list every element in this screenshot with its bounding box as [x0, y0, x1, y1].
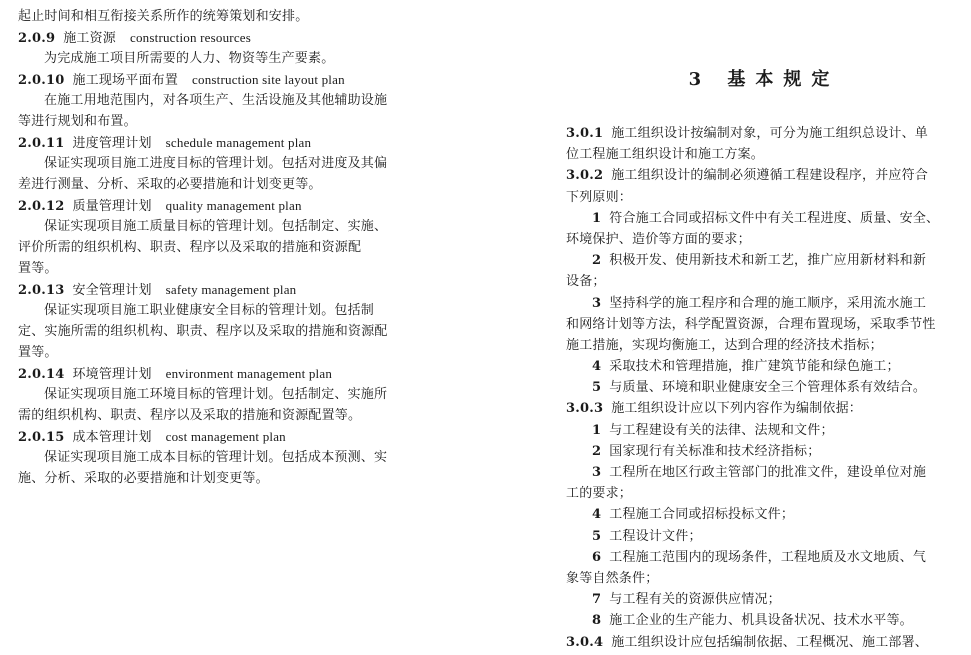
- term-number: 2.0.12: [18, 199, 65, 214]
- item-number: 5: [592, 528, 602, 544]
- text-line: 保证实现项目施工成本目标的管理计划。包括成本预测、实: [44, 450, 388, 465]
- item-number: 2: [592, 443, 602, 459]
- item-number: 1: [592, 422, 602, 438]
- item-text: 施工企业的生产能力、机具设备状况、技术水平等。: [609, 613, 913, 629]
- text-line: 为完成施工项目所需要的人力、物资等生产要素。: [44, 51, 335, 66]
- term-chinese: 施工现场平面布置: [72, 73, 179, 88]
- text-line: 和网络计划等方法，科学配置资源，合理布置现场，采取季节性: [566, 316, 936, 332]
- term-number: 2.0.10: [18, 73, 65, 88]
- text-line: 保证实现项目施工职业健康安全目标的管理计划。包括制: [44, 303, 375, 318]
- text-line: 设备；: [566, 274, 606, 290]
- text-line: 位工程施工组织设计和施工方案。: [566, 147, 765, 163]
- term-chinese: 环境管理计划: [72, 367, 152, 382]
- list-item: [566, 504, 962, 525]
- term-english: construction resources: [130, 30, 252, 45]
- item-text: 工程施工范围内的现场条件，工程地质及水文地质、气: [609, 549, 927, 565]
- term-number: 2.0.9: [18, 31, 56, 46]
- list-item: [566, 441, 962, 462]
- clause-heading: [566, 398, 962, 419]
- text-line: 置等。: [18, 345, 58, 360]
- term-number: 2.0.13: [18, 283, 65, 298]
- list-item: [566, 589, 962, 610]
- text-line: 在施工用地范围内，对各项生产、生活设施及其他辅助设施: [44, 93, 388, 108]
- clause-heading: [566, 123, 962, 144]
- list-item: [566, 356, 962, 377]
- clause-heading: [566, 165, 962, 186]
- item-number: 2: [592, 253, 602, 269]
- term-english: safety management plan: [165, 282, 297, 297]
- item-number: 4: [592, 359, 602, 375]
- clause-text: 施工组织设计应包括编制依据、工程概况、施工部署、: [611, 634, 929, 650]
- item-text: 符合施工合同或招标文件中有关工程进度、质量、安全、: [609, 210, 940, 226]
- term-heading: [18, 426, 418, 447]
- item-number: 1: [592, 210, 602, 226]
- list-item: [566, 462, 962, 483]
- text-line: 环境保护、造价等方面的要求；: [566, 231, 751, 247]
- term-chinese: 质量管理计划: [72, 199, 152, 214]
- text-line: 置等。: [18, 261, 58, 276]
- text-line: 施工措施，实现均衡施工，达到合理的经济技术指标；: [566, 337, 883, 353]
- item-number: 5: [592, 380, 602, 396]
- term-english: cost management plan: [165, 429, 286, 444]
- clause-text: 施工组织设计应以下列内容作为编制依据：: [611, 401, 863, 417]
- term-number: 2.0.14: [18, 367, 65, 382]
- item-number: 7: [592, 592, 602, 608]
- list-item: [566, 377, 962, 398]
- text-line: 差进行测量、分析、采取的必要措施和计划变更等。: [18, 177, 322, 192]
- item-number: 6: [592, 549, 602, 565]
- text-line: 评价所需的组织机构、职责、程序以及采取的措施和资源配: [18, 240, 362, 255]
- clause-heading: [566, 632, 962, 653]
- item-number: 3: [592, 295, 602, 311]
- clause-number: 3.0.4: [566, 634, 604, 650]
- term-english: quality management plan: [165, 198, 302, 213]
- item-text: 与工程建设有关的法律、法规和文件；: [609, 422, 834, 438]
- text-line: 保证实现项目施工进度目标的管理计划。包括对进度及其偏: [44, 156, 388, 171]
- text-line: 工的要求；: [566, 486, 633, 502]
- item-text: 坚持科学的施工程序和合理的施工顺序，采用流水施工: [609, 295, 927, 311]
- text-line: 象等自然条件；: [566, 570, 659, 586]
- list-item: [566, 526, 962, 547]
- term-heading: [18, 363, 418, 384]
- item-text: 与质量、环境和职业健康安全三个管理体系有效结合。: [609, 380, 927, 396]
- text-line: 定、实施所需的组织机构、职责、程序以及采取的措施和资源配: [18, 324, 388, 339]
- list-item: [566, 208, 962, 229]
- clause-number: 3.0.2: [566, 168, 604, 184]
- item-text: 与工程有关的资源供应情况；: [609, 592, 781, 608]
- item-text: 采取技术和管理措施，推广建筑节能和绿色施工；: [609, 359, 900, 375]
- term-chinese: 成本管理计划: [72, 430, 152, 445]
- term-english: environment management plan: [165, 366, 333, 381]
- term-chinese: 安全管理计划: [72, 283, 152, 298]
- clause-text: 施工组织设计按编制对象，可分为施工组织总设计、单: [611, 126, 929, 141]
- text-line: 保证实现项目施工环境目标的管理计划。包括制定、实施所: [44, 387, 388, 402]
- list-item: [566, 293, 962, 314]
- item-text: 积极开发、使用新技术和新工艺，推广应用新材料和新: [609, 253, 927, 269]
- item-text: 工程所在地区行政主管部门的批准文件，建设单位对施: [609, 465, 927, 480]
- clause-number: 3.0.3: [566, 401, 604, 417]
- list-item: [566, 420, 962, 441]
- term-heading: [18, 195, 418, 216]
- term-chinese: 进度管理计划: [72, 136, 152, 151]
- term-heading: [18, 279, 418, 300]
- term-heading: [18, 27, 418, 48]
- term-number: 2.0.11: [18, 136, 65, 151]
- clause-number: 3.0.1: [566, 126, 604, 141]
- list-item: [566, 250, 962, 271]
- term-english: construction site layout plan: [192, 72, 345, 87]
- item-number: 8: [592, 613, 602, 629]
- chapter-title: 3 基本规定: [688, 69, 840, 90]
- list-item: [566, 547, 962, 568]
- term-english: schedule management plan: [165, 135, 312, 150]
- list-item: [566, 610, 962, 631]
- left-column: [18, 6, 418, 489]
- clause-text: 施工组织设计的编制必须遵循工程建设程序，并应符合: [611, 168, 929, 184]
- term-heading: [18, 69, 418, 90]
- text-line: 起止时间和相互衔接关系所作的统筹策划和安排。: [18, 9, 309, 24]
- text-line: 下列原则：: [566, 189, 633, 205]
- item-text: 工程施工合同或招标投标文件；: [609, 507, 795, 523]
- item-text: 国家现行有关标准和技术经济指标；: [609, 443, 821, 459]
- text-line: 施、分析、采取的必要措施和计划变更等。: [18, 471, 269, 486]
- item-text: 工程设计文件；: [609, 528, 702, 544]
- right-column-body: [566, 123, 962, 653]
- term-heading: [18, 132, 418, 153]
- text-line: 需的组织机构、职责、程序以及采取的措施和资源配置等。: [18, 408, 362, 423]
- term-number: 2.0.15: [18, 430, 65, 445]
- item-number: 4: [592, 507, 602, 523]
- item-number: 3: [592, 465, 602, 480]
- text-line: 等进行规划和布置。: [18, 114, 137, 129]
- term-chinese: 施工资源: [63, 31, 117, 46]
- text-line: 保证实现项目施工质量目标的管理计划。包括制定、实施、: [44, 219, 388, 234]
